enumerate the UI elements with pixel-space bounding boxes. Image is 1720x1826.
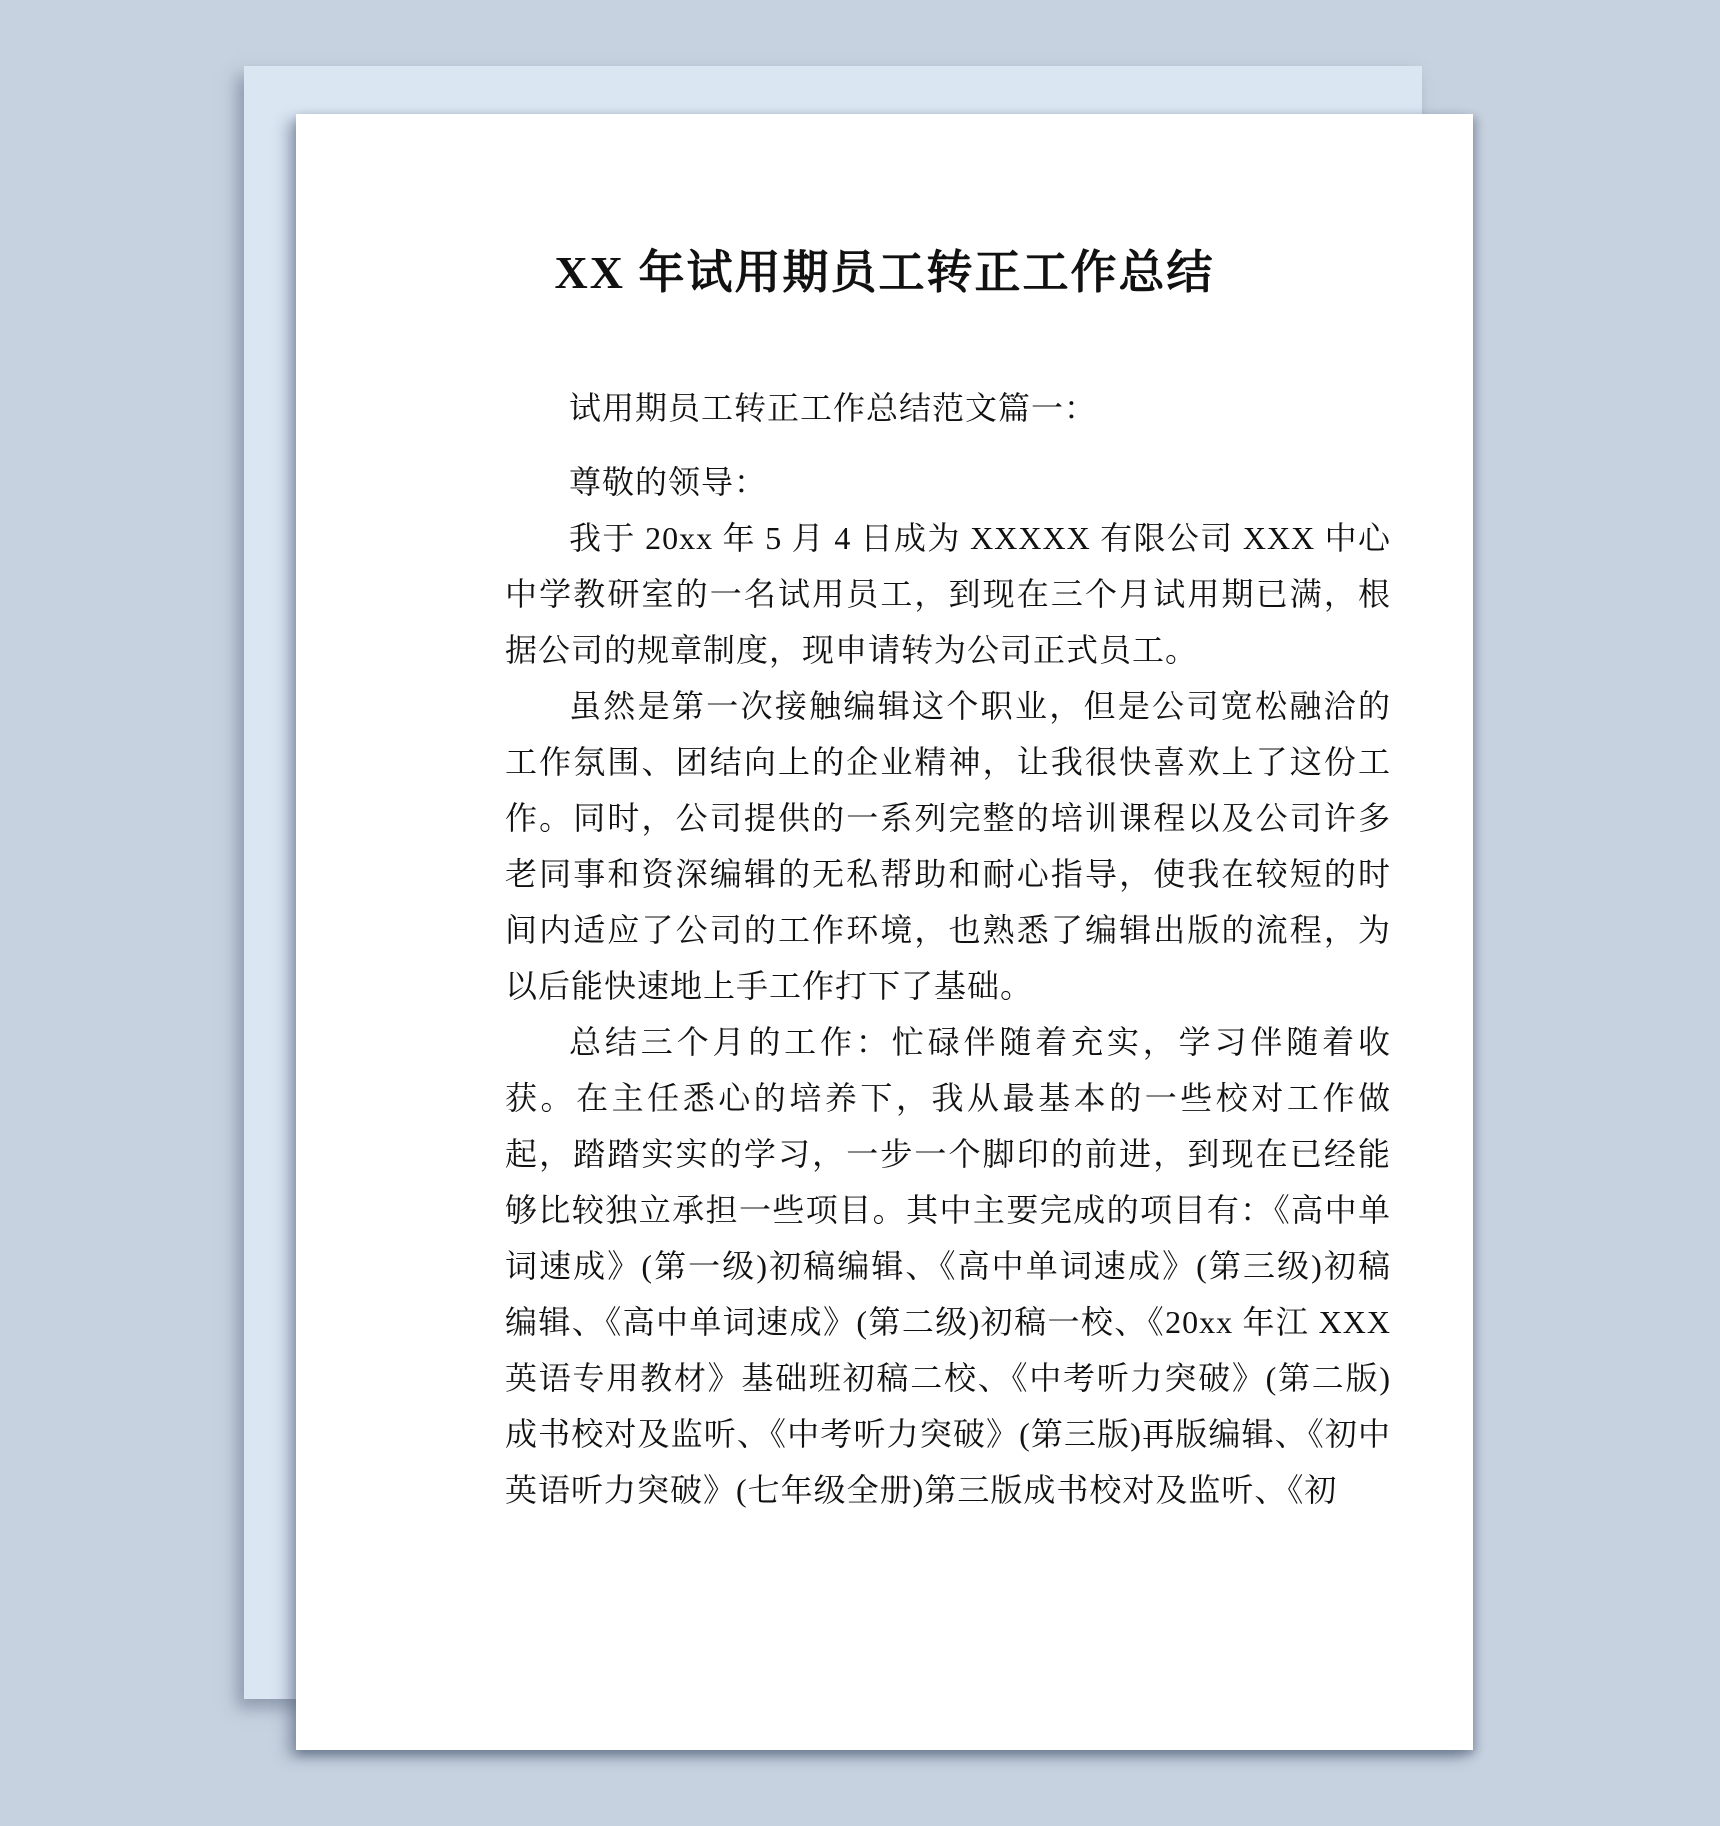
paragraph-section-heading: 试用期员工转正工作总结范文篇一： (569, 390, 1098, 426)
paragraph-work-summary: 总结三个月的工作：忙碌伴随着充实，学习伴随着收获。在主任悉心的培养下，我从最基本的一些校对工作做起，踏踏实实的学习，一步一个脚印的前进，到现在已经能够比较独立承担一些项目。其中主要完成的项目有：《高中单词速成》(第一级)初稿编辑、《高中单词速成》(第三级)初稿编辑、《高中单词速成》(第二级)初稿一校、《20xx 年江 XXX 英语专用教材》基础班初稿二校、《中考听力突破》(第二版)成书校对及监听、《中考听力突破》(第三版)再版编辑、《初中英语听力突破》(七年级全册)第三版成书校对及监听、《初 (505, 1024, 1391, 1508)
document-body (505, 380, 1391, 1518)
document-title: XX 年试用期员工转正工作总结 (554, 247, 1215, 298)
paragraph-introduction: 我于 20xx 年 5 月 4 日成为 XXXXX 有限公司 XXX 中心中学教研室的一名试用员工，到现在三个月试用期已满，根据公司的规章制度，现申请转为公司正式员工。 (505, 520, 1391, 668)
document-page (296, 114, 1473, 1750)
paragraph-work-experience: 虽然是第一次接触编辑这个职业，但是公司宽松融洽的工作氛围、团结向上的企业精神，让我很快喜欢上了这份工作。同时，公司提供的一系列完整的培训课程以及公司许多老同事和资深编辑的无私帮助和耐心指导，使我在较短的时间内适应了公司的工作环境，也熟悉了编辑出版的流程，为以后能快速地上手工作打下了基础。 (505, 688, 1391, 1004)
paragraph-salutation: 尊敬的领导： (569, 464, 768, 500)
